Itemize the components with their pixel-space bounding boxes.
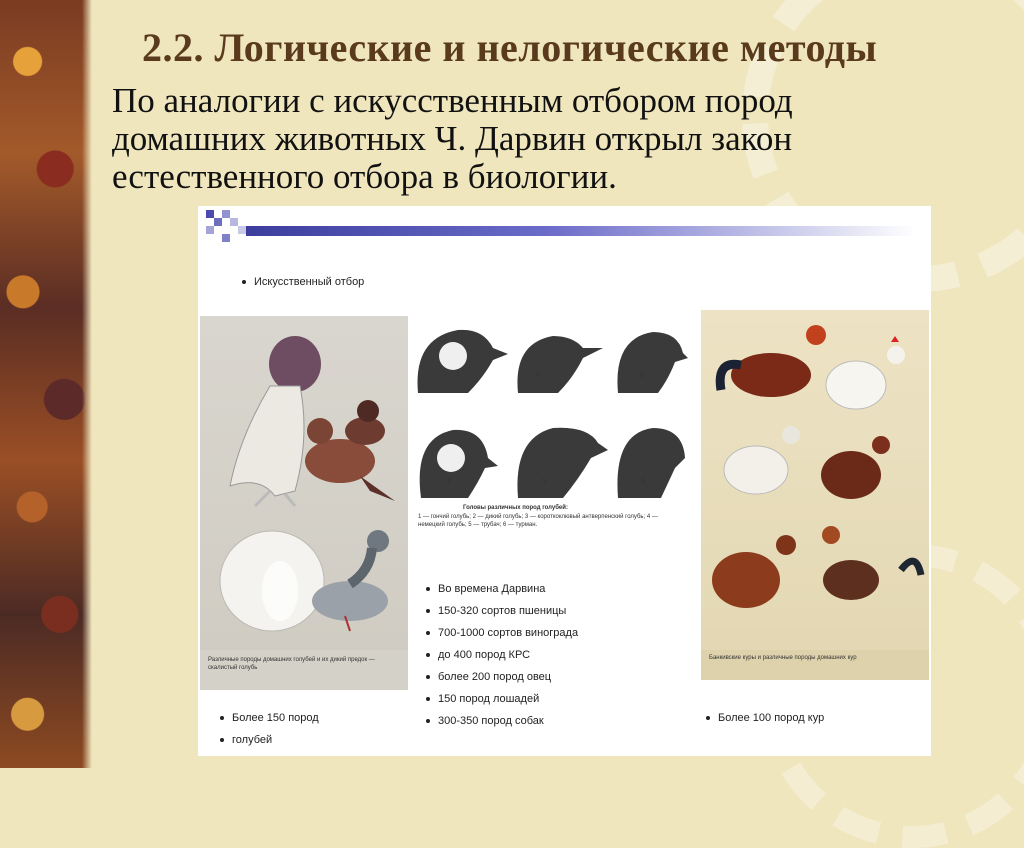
bullet-icon — [426, 587, 430, 591]
list-item — [426, 605, 566, 617]
pigeon-heads-caption: 1 — гончий голубь; 2 — дикий голубь; 3 — короткоклювый антверпенский голубь; 4 — немецкий голубь; 5 — трубач; 6 — турман. — [418, 514, 658, 528]
slide-title: 2.2. Логические и нелогические методы — [142, 25, 878, 70]
illustration-panel — [198, 206, 931, 756]
bullet-icon — [220, 738, 224, 742]
head-number: 1 — [456, 372, 460, 379]
pigeon-heads-illustration — [413, 318, 688, 528]
pigeons-count-bullet — [220, 734, 272, 746]
bullet-icon — [426, 719, 430, 723]
pixel-decoration — [230, 218, 238, 226]
list-item-label: более 200 пород овец — [438, 671, 552, 683]
bullet-icon — [220, 716, 224, 720]
pixel-decoration — [214, 218, 222, 226]
bullet-icon — [426, 697, 430, 701]
pigeon-breeds-illustration — [200, 316, 408, 690]
chicken-breeds-illustration — [701, 310, 929, 680]
bullet-icon — [426, 653, 430, 657]
list-item-label: 150-320 сортов пшеницы — [438, 605, 567, 617]
pixel-decoration — [206, 210, 214, 218]
list-item-label: 300-350 пород собак — [438, 715, 544, 727]
list-item-label: 700-1000 сортов винограда — [438, 627, 579, 639]
list-item — [426, 715, 544, 727]
head-number: 5 — [542, 478, 546, 485]
list-item-label: Во времена Дарвина — [438, 583, 546, 595]
pigeon-breeds-image — [200, 316, 408, 690]
list-item — [426, 583, 545, 595]
bullet-icon — [426, 675, 430, 679]
head-number: 3 — [640, 372, 644, 379]
chicken-breeds-image — [701, 310, 929, 680]
list-item-label: до 400 пород КРС — [438, 649, 531, 661]
pixel-decoration — [222, 210, 230, 218]
pigeon-breeds-caption: Различные породы домашних голубей и их дикий предок — скалистый голубь — [208, 657, 375, 671]
bullet-icon — [242, 280, 246, 284]
bullet-icon — [706, 716, 710, 720]
pixel-decoration — [238, 226, 246, 234]
chicken-breeds-caption: Банкивские куры и различные породы домашних кур — [709, 655, 857, 661]
slide-subtitle: По аналогии с искусственным отбором пород домашних животных Ч. Дарвин открыл закон естественного отбора в биологии. — [112, 81, 793, 196]
bullet-icon — [426, 631, 430, 635]
list-item — [426, 671, 551, 683]
head-number: 6 — [641, 478, 645, 485]
bullet-label: Искусственный отбор — [254, 276, 365, 288]
accent-bar — [246, 226, 916, 236]
head-number: 4 — [447, 478, 451, 485]
pixel-decoration — [206, 226, 214, 234]
list-item — [426, 693, 539, 705]
list-item — [426, 649, 530, 661]
pigeons-count-bullet — [220, 712, 319, 724]
list-item — [426, 627, 578, 639]
head-number: 2 — [536, 372, 540, 379]
pigeon-heads-image — [413, 318, 688, 528]
bullet-icon — [426, 609, 430, 613]
bullet-label: голубей — [232, 734, 273, 746]
list-item-label: 150 пород лошадей — [438, 693, 540, 705]
artificial-selection-bullet — [242, 276, 364, 288]
bullet-label: Более 100 пород кур — [718, 712, 825, 724]
pixel-decoration — [222, 234, 230, 242]
chickens-count-bullet — [706, 712, 824, 724]
pigeon-heads-caption-title: Головы различных пород голубей: — [463, 505, 568, 511]
decorative-border — [0, 0, 92, 768]
bullet-label: Более 150 пород — [232, 712, 319, 724]
